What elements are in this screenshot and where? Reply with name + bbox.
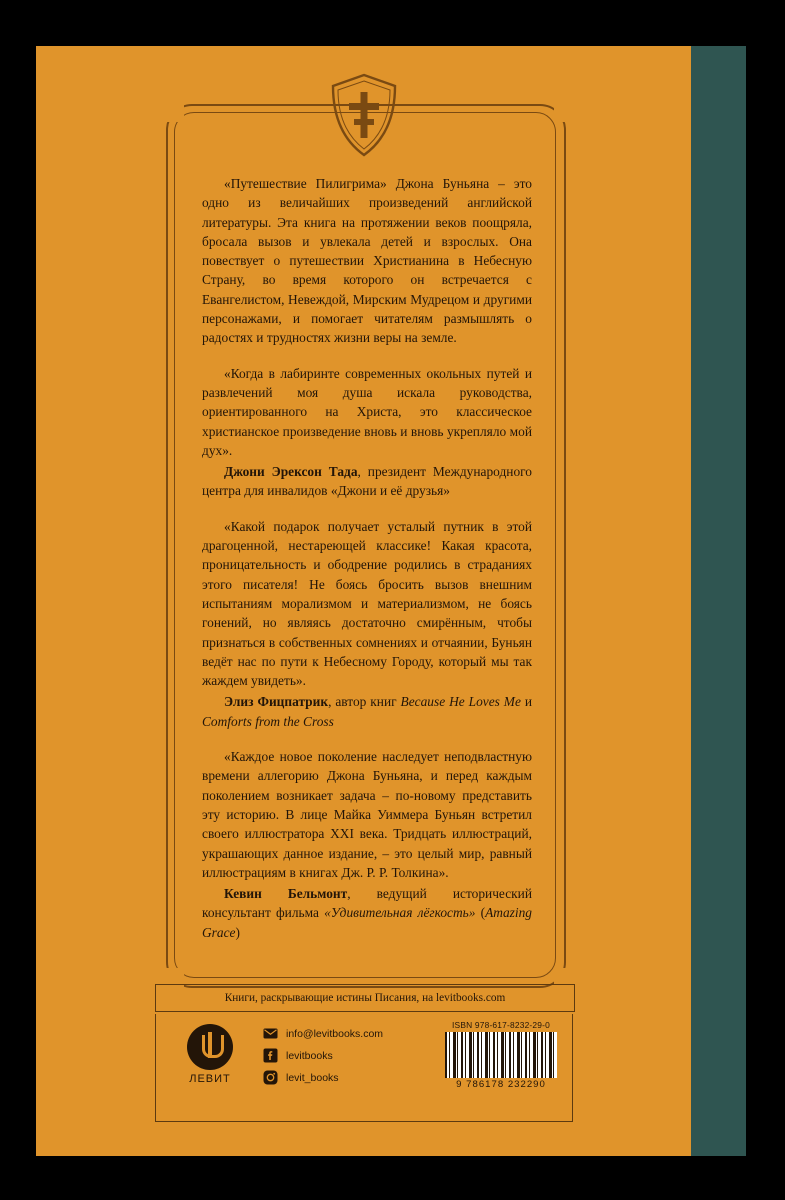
endorsement-attribution-3 bbox=[202, 884, 532, 942]
endorsement-attribution-2 bbox=[202, 692, 532, 731]
envelope-icon bbox=[263, 1026, 278, 1041]
barcode-number: 9 786178 232290 bbox=[456, 1079, 546, 1090]
contact-row-instagram[interactable] bbox=[263, 1070, 433, 1085]
blurb-content bbox=[202, 174, 532, 958]
endorsement-author-detail-3: , ведущий исторический консультант фильма bbox=[202, 886, 532, 921]
endorsement-author-3: Кевин Бельмонт bbox=[224, 886, 348, 902]
endorsement-author-2: Элиз Фицпатрик bbox=[224, 694, 329, 710]
back-cover bbox=[36, 46, 691, 1156]
endorsement-detail-mid-3: ( bbox=[475, 905, 486, 921]
isbn-label: ISBN 978-617-8232-29-0 bbox=[452, 1020, 550, 1030]
endorsement-book-title-2b: Comforts from the Cross bbox=[202, 713, 334, 729]
frame-notch-top-right bbox=[554, 96, 580, 122]
endorsement-author-detail-2: , автор книг bbox=[328, 694, 401, 710]
contact-list bbox=[263, 1026, 433, 1092]
instagram-icon bbox=[263, 1070, 278, 1085]
publisher-tagline: Книги, раскрывающие истины Писания, на levitbooks.com bbox=[224, 992, 506, 1004]
barcode-image bbox=[445, 1032, 557, 1078]
publisher-info-panel bbox=[155, 984, 573, 1124]
endorsement-detail-end-3: ) bbox=[235, 924, 240, 940]
endorsement-film-title-3b: Amazing Grace bbox=[202, 905, 532, 940]
blurb-paragraph: «Путешествие Пилигрима» Джона Буньяна – это одно из величайших произведений английской литературы. Эта книга на протяжении веков поощряла, бросала вызов и увлекала детей и взрослых. Она повествует о путешествии Христианина в Небесную Страну, во время которого он встречается с Евангелистом, Невеждой, Мирским Мудрецом и другими персонажами, и помогает читателям размышлять о радостях и трудностях жизни веры на земле. bbox=[202, 176, 532, 346]
endorsement-author-detail-1: , президент Международного центра для инвалидов «Джони и её друзья» bbox=[202, 464, 532, 499]
endorsement-attribution-1 bbox=[202, 462, 532, 501]
facebook-text: levitbooks bbox=[286, 1049, 333, 1062]
endorsement-film-title-3: «Удивительная лёгкость» bbox=[324, 905, 476, 921]
contact-row-facebook[interactable] bbox=[263, 1048, 433, 1063]
endorsement-quote-2: «Какой подарок получает усталый путник в этой драгоценной, нестареющей классике! Какая красота, проницательность и ободрение родились в страданиях этого писателя! Не боясь бросить вызов внешним испытаниям морализмом и материализмом, не боясь гонений, но являясь достаточно смирённым, чтобы признаться в собственных сомнениях и отчаянии, Буньян ведёт нас по пути к Небесному Городу, который мы так жаждем увидеть». bbox=[202, 518, 532, 689]
tagline-box bbox=[155, 984, 575, 1012]
email-text: info@levitbooks.com bbox=[286, 1027, 384, 1040]
endorsement-quote-1: «Когда в лабиринте современных окольных путей и развлечений моя душа искала руководства, ориентированного на Христа, это классическое христианское произведение вновь и вновь укрепляло мой дух». bbox=[202, 365, 532, 458]
contact-row-email[interactable] bbox=[263, 1026, 433, 1041]
endorsement-book-title-2a: Because He Loves Me bbox=[400, 694, 521, 710]
frame-notch-top-left bbox=[158, 96, 184, 122]
endorsement-detail-mid-2: и bbox=[520, 694, 532, 710]
publisher-name: ЛЕВИТ bbox=[189, 1073, 231, 1085]
endorsement-author-1: Джони Эрексон Тада bbox=[224, 464, 358, 480]
endorsement-quote-3: «Каждое новое поколение наследует неподвластную времени аллегорию Джона Буньяна, и перед каждым поколением возникает задача – по-новому представить эту историю. В лице Майка Уиммера Буньян встретил своего иллюстратора XXI века. Тридцать иллюстраций, украшающих данное издание, – это целый мир, равный иллюстрациям в книгах Дж. Р. Р. Толкина». bbox=[202, 749, 532, 880]
barcode-block bbox=[445, 1020, 557, 1090]
instagram-text: levit_books bbox=[286, 1071, 339, 1084]
levit-logo bbox=[179, 1024, 241, 1085]
levit-mark-icon bbox=[187, 1024, 233, 1070]
facebook-icon bbox=[263, 1048, 278, 1063]
